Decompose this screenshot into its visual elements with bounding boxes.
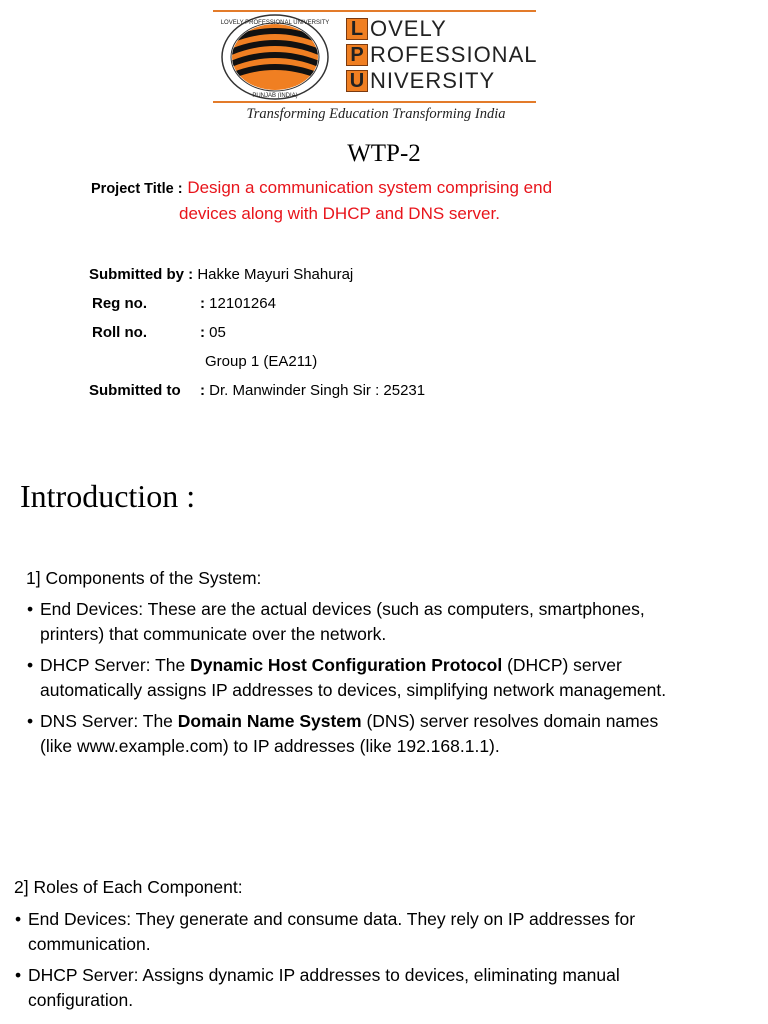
bullet-text: automatically assigns IP addresses to devices, simplifying network management. [40, 680, 667, 700]
bullet-icon: • [27, 655, 34, 675]
logo-letter-l: L [346, 18, 368, 40]
roll-no-colon: : [200, 324, 205, 341]
bullet-text: configuration. [28, 990, 134, 1010]
project-title-line-1 [91, 178, 552, 198]
reg-no-label: Reg no. [92, 295, 147, 312]
bullet-text: (like www.example.com) to IP addresses (like 192.168.1.1). [40, 736, 500, 756]
roll-no-row [200, 324, 226, 341]
reg-no-row [200, 295, 276, 312]
university-seal-icon [219, 12, 331, 102]
introduction-heading: Introduction : [20, 478, 196, 514]
roll-no-value: 05 [209, 324, 226, 341]
list-item [27, 597, 760, 647]
logo-word-professional: P ROFESSIONAL [346, 42, 537, 68]
logo-tagline: Transforming Education Transforming India [246, 106, 506, 122]
logo-word-university: U NIVERSITY [346, 68, 495, 94]
svg-text:LOVELY PROFESSIONAL UNIVERSITY: LOVELY PROFESSIONAL UNIVERSITY [220, 20, 330, 26]
bullet-icon: • [15, 909, 22, 929]
submitted-to-colon: : [200, 382, 205, 399]
logo-word-lovely: L OVELY [346, 16, 447, 42]
list-item [27, 709, 760, 759]
reg-no-colon: : [200, 295, 205, 312]
logo-letter-u: U [346, 70, 368, 92]
bullet-text: printers) that communicate over the network. [40, 624, 387, 644]
submitted-by-value: Hakke Mayuri Shahuraj [197, 266, 354, 283]
project-title-line-2: devices along with DHCP and DNS server. [179, 204, 500, 223]
submitted-by-row [89, 266, 353, 283]
submitted-to-label: Submitted to [89, 382, 181, 399]
group-value: Group 1 (EA211) [205, 353, 318, 370]
list-item [15, 907, 763, 957]
submitted-to-value: Dr. Manwinder Singh Sir : 25231 [209, 382, 426, 399]
project-title-text: Design a communication system comprising end [187, 178, 553, 197]
bullet-text: End Devices: They generate and consume data. They rely on IP addresses for [28, 909, 636, 929]
page-title: WTP-2 [347, 140, 421, 167]
submitted-by-label: Submitted by : [89, 266, 194, 283]
section-1-heading: 1] Components of the System: [26, 568, 262, 588]
project-title-label: Project Title : [91, 181, 183, 197]
reg-no-value: 12101264 [209, 295, 276, 312]
university-logo [213, 8, 537, 126]
logo-letter-p: P [346, 44, 368, 66]
bullet-text: DHCP Server: The Dynamic Host Configuration Protocol (DHCP) server [40, 655, 622, 675]
list-item [15, 963, 763, 1013]
logo-bottom-rule [213, 101, 536, 103]
svg-text:PUNJAB (INDIA): PUNJAB (INDIA) [252, 93, 298, 99]
roll-no-label: Roll no. [92, 324, 147, 341]
list-item [27, 653, 768, 703]
bullet-text: communication. [28, 934, 151, 954]
bullet-icon: • [27, 599, 34, 619]
bullet-text: End Devices: These are the actual devices (such as computers, smartphones, [40, 599, 645, 619]
bullet-text: DHCP Server: Assigns dynamic IP addresses to devices, eliminating manual [28, 965, 620, 985]
bullet-icon: • [15, 965, 22, 985]
bullet-text: DNS Server: The Domain Name System (DNS) server resolves domain names [40, 711, 659, 731]
bullet-icon: • [27, 711, 34, 731]
submitted-to-row [200, 382, 425, 399]
section-2-heading: 2] Roles of Each Component: [14, 877, 243, 897]
